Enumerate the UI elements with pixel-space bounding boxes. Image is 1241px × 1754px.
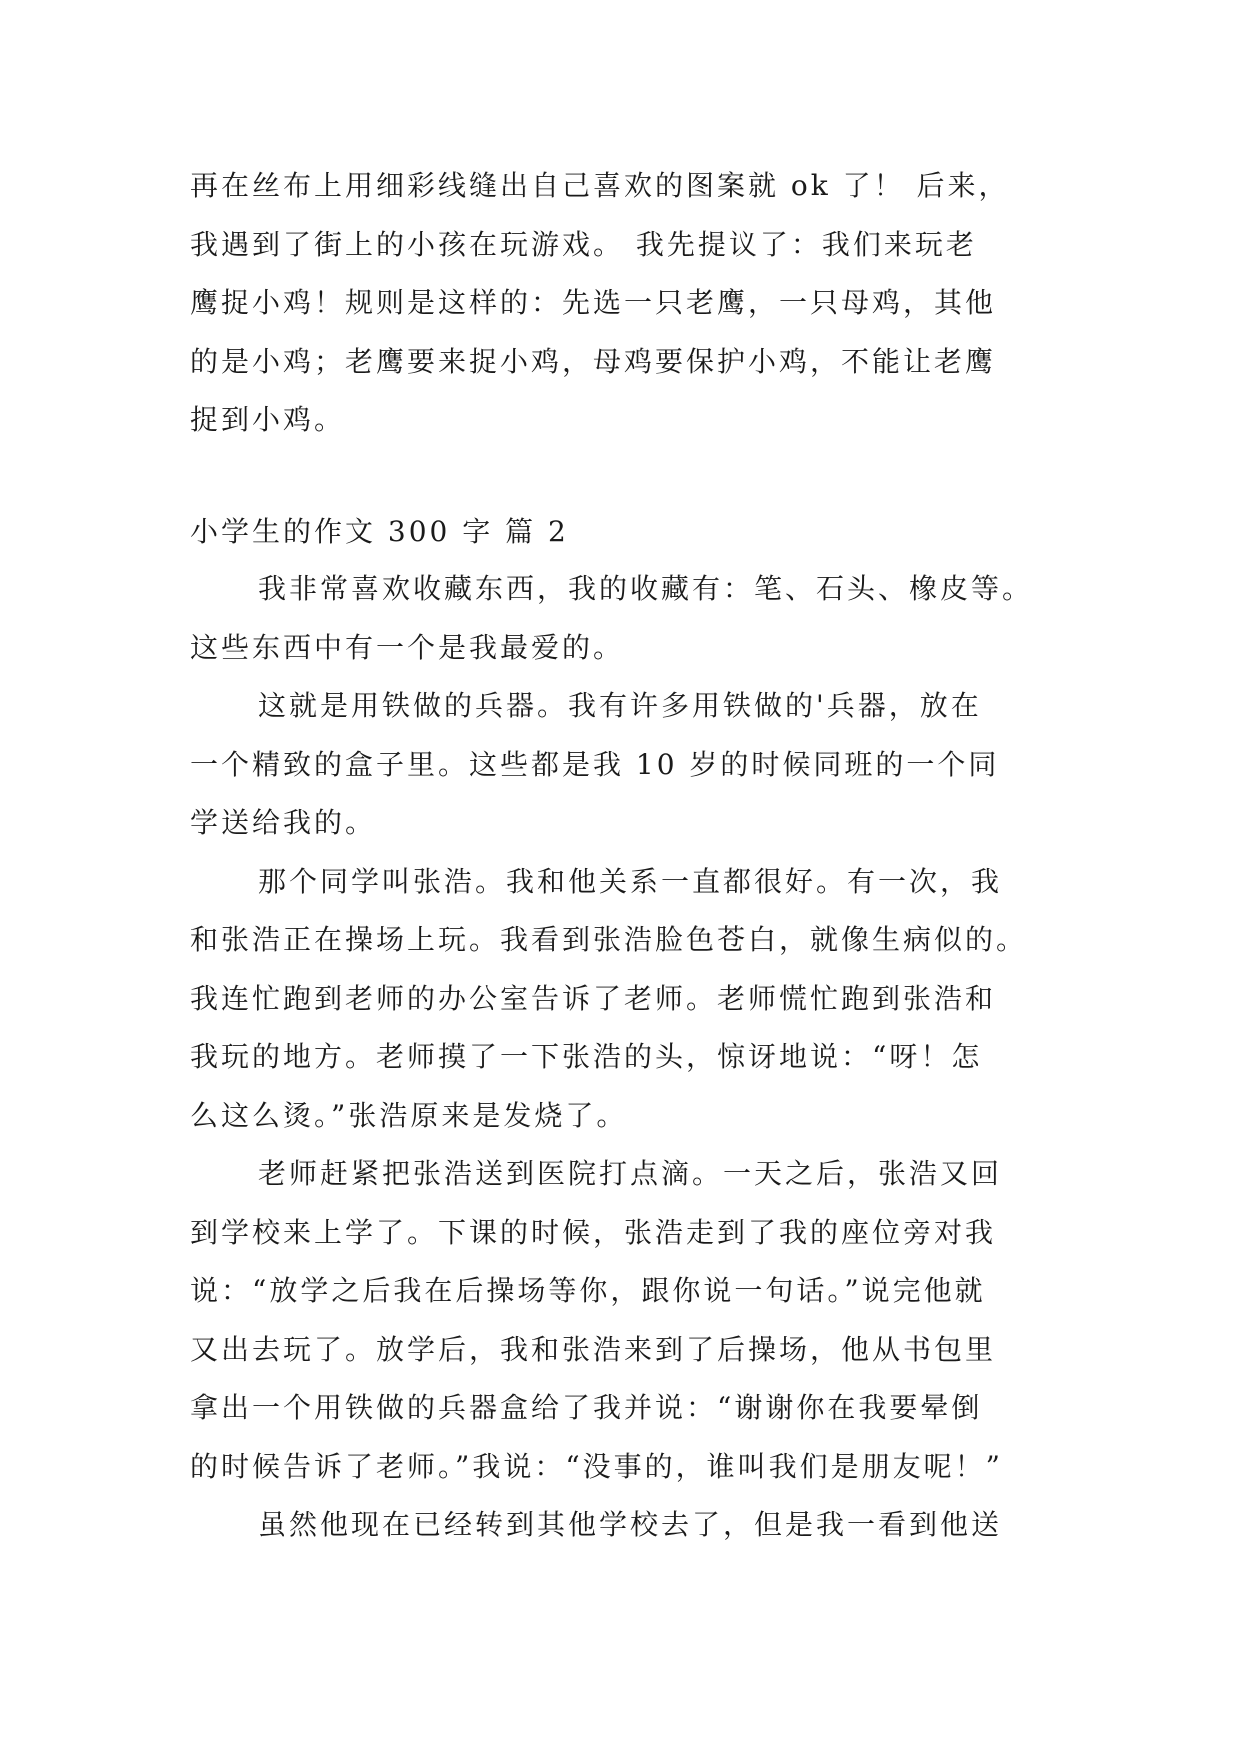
text-line: 那个同学叫张浩。我和他关系一直都很好。有一次，我 (258, 864, 1003, 898)
text-line: 一个精致的盒子里。这些都是我 10 岁的时候同班的一个同 (190, 747, 1000, 781)
essay-paragraph (190, 677, 1050, 853)
text-line: 的是小鸡；老鹰要来捉小鸡，母鸡要保护小鸡，不能让老鹰 (190, 344, 997, 378)
text-line: 这些东西中有一个是我最爱的。 (190, 630, 625, 664)
text-line: 么这么烫。”张浩原来是发烧了。 (190, 1098, 628, 1132)
essay-paragraph (190, 1496, 1050, 1555)
intro-paragraph (190, 157, 1050, 450)
text-line: 又出去玩了。放学后，我和张浩来到了后操场，他从书包里 (190, 1332, 997, 1366)
text-line: 我非常喜欢收藏东西，我的收藏有：笔、石头、橡皮等。 (258, 572, 1034, 605)
essay-body (190, 560, 1050, 1555)
text-line: 老师赶紧把张浩送到医院打点滴。一天之后，张浩又回 (258, 1157, 1003, 1190)
essay-paragraph (190, 1145, 1050, 1496)
text-line: 说：“放学之后我在后操场等你，跟你说一句话。”说完他就 (190, 1274, 986, 1307)
essay-paragraph (190, 560, 1050, 677)
section-heading: 小学生的作文 300 字 篇 2 (190, 515, 569, 548)
text-line: 的时候告诉了老师。”我说：“没事的，谁叫我们是朋友呢！” (190, 1449, 1003, 1483)
text-line: 学送给我的。 (190, 806, 377, 839)
text-line: 这就是用铁做的兵器。我有许多用铁做的'兵器，放在 (258, 689, 982, 722)
text-line: 再在丝布上用细彩线缝出自己喜欢的图案就 ok 了！ 后来， (190, 169, 1010, 202)
text-line: 鹰捉小鸡！规则是这样的：先选一只老鹰，一只母鸡，其他 (190, 286, 997, 319)
text-line: 捉到小鸡。 (190, 403, 346, 436)
text-line: 和张浩正在操场上玩。我看到张浩脸色苍白，就像生病似的。 (190, 923, 1028, 956)
essay-paragraph (190, 853, 1050, 1146)
text-line: 虽然他现在已经转到其他学校去了，但是我一看到他送 (258, 1508, 1003, 1541)
text-line: 我遇到了街上的小孩在玩游戏。 我先提议了：我们来玩老 (190, 227, 977, 261)
text-line: 我玩的地方。老师摸了一下张浩的头，惊讶地说：“呀！怎 (190, 1040, 983, 1073)
text-line: 到学校来上学了。下课的时候，张浩走到了我的座位旁对我 (190, 1215, 997, 1249)
text-line: 我连忙跑到老师的办公室告诉了老师。老师慌忙跑到张浩和 (190, 981, 997, 1015)
text-line: 拿出一个用铁做的兵器盒给了我并说：“谢谢你在我要晕倒 (190, 1391, 983, 1424)
